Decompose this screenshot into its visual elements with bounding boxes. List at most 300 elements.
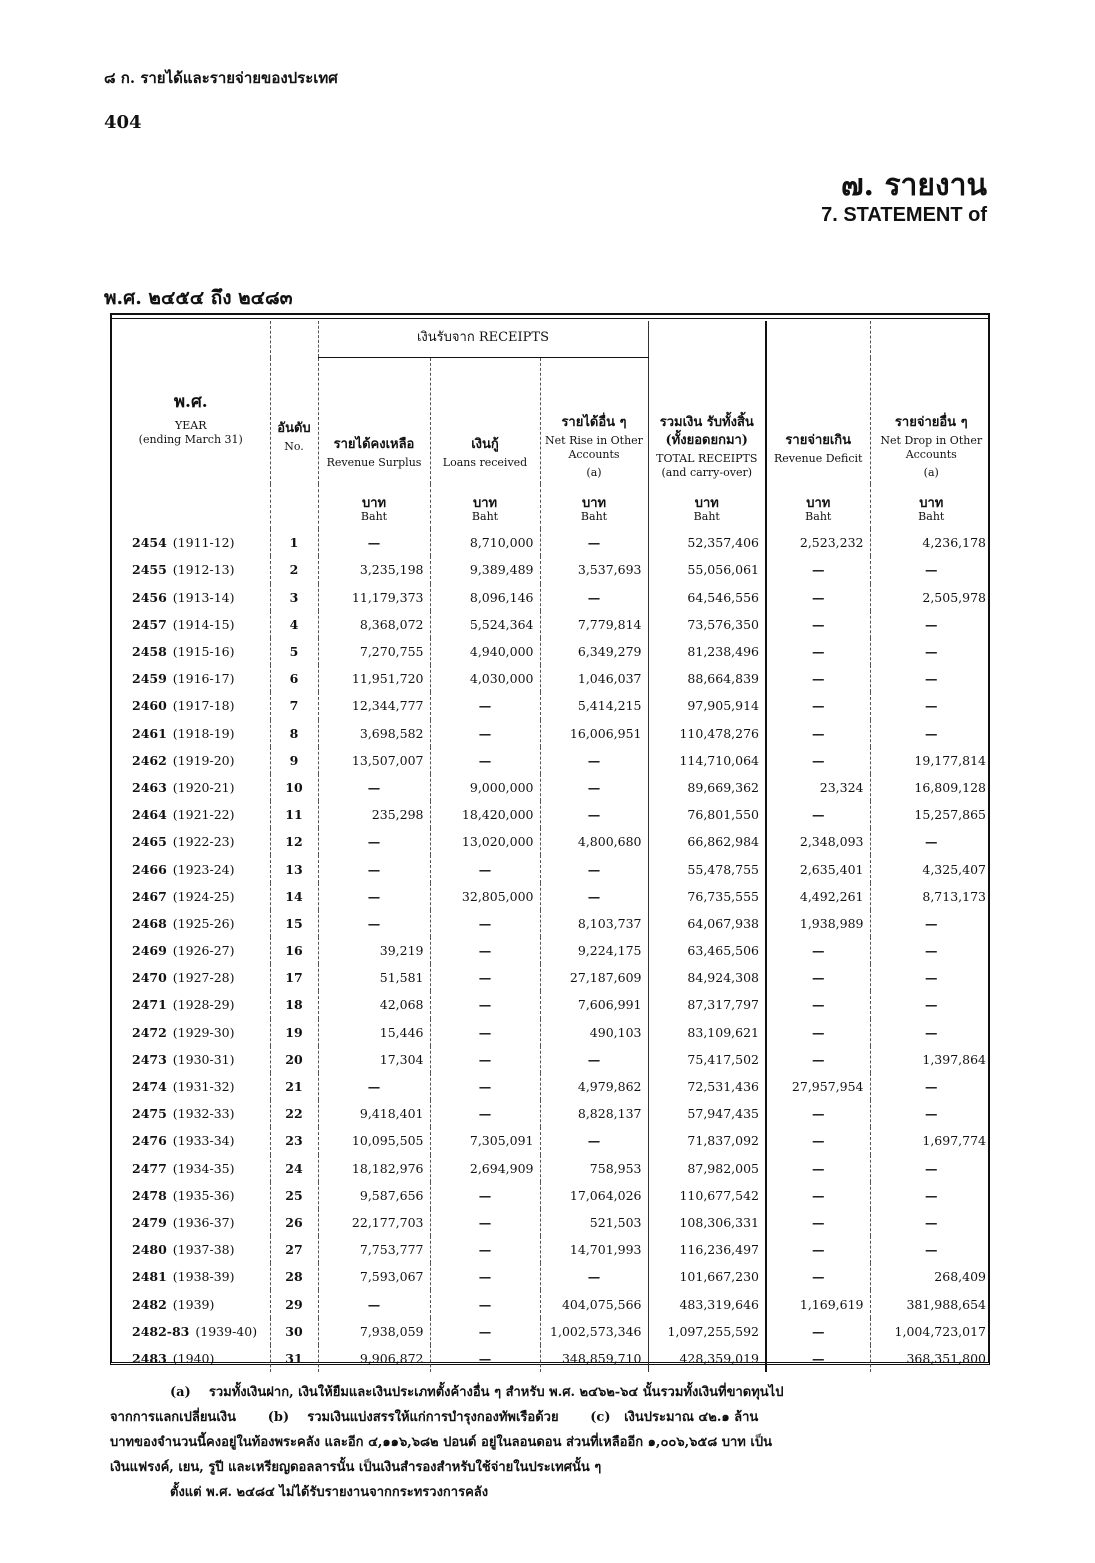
year-be: 2463 [132,779,167,795]
footnote-a [110,1380,990,1405]
no-cell: 13 [270,855,318,882]
drop-cell [870,1236,992,1263]
dash-mark: — [478,1051,492,1067]
deficit-cell [766,1046,870,1073]
revenue-cell [318,774,430,801]
footnote-b-text: รวมเงินแบ่งสรรให้แก่การบำรุงกองทัพเรือด้วย [307,1410,559,1425]
footnote-c-text: เงินประมาณ ๔๒.๑ ล้าน [624,1410,759,1425]
dash-mark: — [925,616,938,632]
other-cell: 521,503 [540,1209,648,1236]
loans-cell [430,1073,540,1100]
dash-mark: — [925,1242,938,1258]
revenue-cell: 7,938,059 [318,1318,430,1345]
table-row [112,964,992,991]
dash-mark: — [367,779,381,795]
dash-mark: — [478,725,492,741]
drop-cell [870,1100,992,1127]
dash-mark: — [812,997,825,1013]
revenue-cell: 13,507,007 [318,747,430,774]
dash-mark: — [925,915,938,931]
other-cell: 1,046,037 [540,665,648,692]
total-cell: 66,862,984 [648,828,766,855]
year-header-eng: YEAR [174,418,207,432]
receipts-group-header: เงินรับจาก RECEIPTS [318,321,648,358]
other-cell: 1,002,573,346 [540,1318,648,1345]
dash-mark: — [478,1296,492,1312]
deficit-header-thai: รายจ่ายเกิน [785,433,852,448]
deficit-cell [766,556,870,583]
year-be: 2472 [132,1024,167,1040]
year-ce: (1939-40) [195,1323,258,1339]
unit-cell [870,484,992,529]
no-cell: 18 [270,991,318,1018]
year-ce: (1927-28) [172,970,235,986]
revenue-header-eng: Revenue Surplus [326,456,422,469]
no-cell: 15 [270,910,318,937]
table-row [112,611,992,638]
deficit-cell [766,991,870,1018]
year-be: 2461 [132,725,167,741]
drop-cell: 19,177,814 [870,747,992,774]
revenue-cell [318,828,430,855]
year-ce: (1938-39) [172,1269,235,1285]
total-cell: 483,319,646 [648,1290,766,1317]
year-be: 2479 [132,1214,167,1230]
no-cell: 21 [270,1073,318,1100]
deficit-header [766,321,870,484]
loans-cell [430,1209,540,1236]
other-cell: 4,800,680 [540,828,648,855]
year-ce: (1936-37) [172,1214,235,1230]
year-ce: (1934-35) [172,1160,235,1176]
dash-mark: — [925,1024,938,1040]
year-be: 2478 [132,1187,167,1203]
table-row [112,1236,992,1263]
drop-cell [870,991,992,1018]
drop-cell: 381,988,654 [870,1290,992,1317]
table-row [112,1209,992,1236]
unit-cell [540,484,648,529]
other-cell [540,1127,648,1154]
deficit-cell: 1,169,619 [766,1290,870,1317]
dash-mark: — [925,1187,938,1203]
total-cell: 108,306,331 [648,1209,766,1236]
dash-mark: — [367,535,381,551]
dash-mark: — [812,1323,825,1339]
footnote-line-5: ตั้งแต่ พ.ศ. ๒๔๘๔ ไม่ได้รับรายงานจากกระทรวงการคลัง [170,1485,489,1500]
dash-mark: — [925,1160,938,1176]
dash-mark: — [812,807,825,823]
table-row [112,720,992,747]
unit-cell [318,484,430,529]
table-row [112,556,992,583]
deficit-cell [766,720,870,747]
table-row [112,1127,992,1154]
no-cell: 5 [270,638,318,665]
year-cell [112,1345,270,1372]
dash-mark: — [367,915,381,931]
deficit-cell: 23,324 [766,774,870,801]
deficit-cell [766,1127,870,1154]
year-ce: (1913-14) [172,589,235,605]
dash-mark: — [812,589,825,605]
no-cell: 19 [270,1019,318,1046]
year-cell [112,910,270,937]
dash-mark: — [478,1024,492,1040]
deficit-cell [766,801,870,828]
table-row [112,665,992,692]
year-ce: (1931-32) [172,1079,235,1095]
year-be: 2480 [132,1242,167,1258]
total-cell: 84,924,308 [648,964,766,991]
loans-cell: 2,694,909 [430,1155,540,1182]
year-cell [112,855,270,882]
dash-mark: — [812,752,825,768]
loans-cell: 9,389,489 [430,556,540,583]
year-ce: (1922-23) [172,834,235,850]
loans-cell [430,1046,540,1073]
other-cell: 348,859,710 [540,1345,648,1372]
deficit-cell [766,1182,870,1209]
deficit-cell [766,964,870,991]
total-cell: 55,478,755 [648,855,766,882]
dash-mark: — [925,671,938,687]
total-cell: 71,837,092 [648,1127,766,1154]
year-ce: (1921-22) [172,807,235,823]
loans-cell [430,747,540,774]
table-row [112,584,992,611]
year-cell [112,1073,270,1100]
deficit-cell: 1,938,989 [766,910,870,937]
drop-cell [870,692,992,719]
dash-mark: — [812,1242,825,1258]
no-header [270,321,318,484]
dash-mark: — [367,834,381,850]
deficit-cell [766,1209,870,1236]
table-row [112,1046,992,1073]
drop-cell: 1,004,723,017 [870,1318,992,1345]
deficit-cell: 2,523,232 [766,529,870,556]
other-cell: 16,006,951 [540,720,648,747]
running-head: ๘ ก. รายได้และรายจ่ายของประเทศ [104,69,338,87]
loans-cell: 9,000,000 [430,774,540,801]
revenue-cell: 22,177,703 [318,1209,430,1236]
revenue-cell [318,1073,430,1100]
footnote-a-text: รวมทั้งเงินฝาก, เงินให้ยืมและเงินประเภทตั้งค้างอื่น ๆ สำหรับ พ.ศ. ๒๔๖๒-๖๔ นั้นรวมทั้งเงินที่ขาดทุนไป [208,1385,784,1400]
page-number: 404 [104,112,142,133]
total-header-thai: รวมเงิน รับทั้งสิ้น [659,415,754,430]
drop-cell [870,611,992,638]
dash-mark: — [925,1106,938,1122]
revenue-cell [318,910,430,937]
revenue-cell [318,855,430,882]
year-ce: (1928-29) [172,997,235,1013]
footnote-line-4: เงินแฟรงค์, เยน, รูปี และเหรียญดอลลารนั้น เป็นเงินสำรองสำหรับใช้จ่ายในประเทศนั้น ๆ [110,1460,602,1475]
drop-cell: 1,697,774 [870,1127,992,1154]
table-row [112,828,992,855]
no-cell: 12 [270,828,318,855]
year-cell [112,801,270,828]
loans-cell: 4,940,000 [430,638,540,665]
year-cell [112,1100,270,1127]
dash-mark: — [812,1350,825,1366]
year-be: 2474 [132,1079,167,1095]
table-row [112,529,992,556]
unit-cell [648,484,766,529]
other-cell: 8,103,737 [540,910,648,937]
year-ce: (1933-34) [172,1133,235,1149]
other-cell [540,584,648,611]
dash-mark: — [925,834,938,850]
deficit-cell: 2,635,401 [766,855,870,882]
no-cell: 7 [270,692,318,719]
deficit-cell [766,1236,870,1263]
drop-cell [870,665,992,692]
year-be: 2457 [132,616,167,632]
other-cell [540,801,648,828]
year-ce: (1926-27) [172,943,235,959]
loans-cell [430,1236,540,1263]
loans-cell [430,1290,540,1317]
table-row [112,1263,992,1290]
dash-mark: — [478,1187,492,1203]
other-cell: 5,414,215 [540,692,648,719]
revenue-cell [318,883,430,910]
unit-thai: บาท [361,495,387,511]
dash-mark: — [925,644,938,660]
table-row [112,747,992,774]
loans-cell [430,1019,540,1046]
year-be: 2473 [132,1051,167,1067]
loans-cell [430,910,540,937]
year-ce: (1916-17) [172,671,235,687]
total-cell: 57,947,435 [648,1100,766,1127]
other-header-note: (a) [586,466,602,479]
total-cell: 87,317,797 [648,991,766,1018]
loans-cell: 13,020,000 [430,828,540,855]
dash-mark: — [812,1106,825,1122]
dash-mark: — [367,1296,381,1312]
footnote-b-label: (b) [267,1410,290,1425]
statement-table [112,321,992,1372]
loans-header-eng: Loans received [442,456,528,469]
unit-thai: บาท [581,495,607,511]
year-be: 2470 [132,970,167,986]
dash-mark: — [587,1269,601,1285]
total-cell: 52,357,406 [648,529,766,556]
deficit-cell [766,937,870,964]
other-cell [540,1046,648,1073]
revenue-cell: 51,581 [318,964,430,991]
other-cell: 4,979,862 [540,1073,648,1100]
no-cell: 25 [270,1182,318,1209]
year-ce: (1940) [172,1350,215,1366]
total-cell: 63,465,506 [648,937,766,964]
drop-cell [870,1155,992,1182]
dash-mark: — [812,1133,825,1149]
year-header-thai: พ.ศ. [173,391,208,412]
revenue-header-thai: รายได้คงเหลือ [333,437,415,452]
loans-cell [430,937,540,964]
dash-mark: — [925,698,938,714]
revenue-cell: 3,235,198 [318,556,430,583]
no-cell: 14 [270,883,318,910]
year-be: 2456 [132,589,167,605]
dash-mark: — [587,779,601,795]
drop-cell: 15,257,865 [870,801,992,828]
year-ce: (1932-33) [172,1106,235,1122]
dash-mark: — [478,1242,492,1258]
year-be: 2462 [132,752,167,768]
other-cell: 404,075,566 [540,1290,648,1317]
period-label: พ.ศ. ๒๔๕๔ ถึง ๒๔๘๓ [104,287,293,309]
year-be: 2475 [132,1106,167,1122]
drop-cell: 1,397,864 [870,1046,992,1073]
year-ce: (1912-13) [172,562,235,578]
other-cell: 8,828,137 [540,1100,648,1127]
deficit-cell: 27,957,954 [766,1073,870,1100]
dash-mark: — [478,970,492,986]
dash-mark: — [587,1133,601,1149]
revenue-cell: 8,368,072 [318,611,430,638]
year-cell [112,584,270,611]
revenue-cell: 235,298 [318,801,430,828]
table-row [112,774,992,801]
year-be: 2454 [132,535,167,551]
revenue-cell: 3,698,582 [318,720,430,747]
footnote-line-3: บาทของจำนวนนี้คงอยู่ในท้องพระคลัง และอีก ๔,๑๑๖,๖๘๒ ปอนด์ อยู่ในลอนดอน ส่วนที่เหลืออีก ๑,๐๐๖,๖๕๘ บาท เป็น [110,1435,772,1450]
no-cell: 26 [270,1209,318,1236]
drop-cell: 2,505,978 [870,584,992,611]
deficit-cell: 4,492,261 [766,883,870,910]
no-cell: 10 [270,774,318,801]
dash-mark: — [812,1051,825,1067]
drop-cell: 4,236,178 [870,529,992,556]
dash-mark: — [925,970,938,986]
other-cell: 3,537,693 [540,556,648,583]
year-be: 2459 [132,671,167,687]
loans-header-thai: เงินกู้ [471,437,499,452]
dash-mark: — [812,562,825,578]
year-ce: (1924-25) [172,888,235,904]
drop-cell [870,1019,992,1046]
footnote-c-label: (c) [590,1410,611,1425]
dash-mark: — [478,1106,492,1122]
table-row [112,1155,992,1182]
no-header-thai: อันดับ [277,421,311,436]
year-cell [112,720,270,747]
unit-row [112,484,992,529]
other-header-eng: Net Rise in Other Accounts [545,434,643,461]
total-header [648,321,766,484]
loans-cell [430,1182,540,1209]
drop-cell [870,910,992,937]
dash-mark: — [478,1079,492,1095]
revenue-cell: 17,304 [318,1046,430,1073]
other-cell [540,883,648,910]
drop-cell [870,1073,992,1100]
year-ce: (1923-24) [172,861,235,877]
revenue-cell: 7,270,755 [318,638,430,665]
deficit-cell [766,1318,870,1345]
no-header-eng: No. [284,440,304,453]
year-be: 2471 [132,997,167,1013]
year-cell [112,638,270,665]
year-cell [112,1046,270,1073]
table-row [112,910,992,937]
dash-mark: — [478,943,492,959]
unit-eng: Baht [471,509,499,523]
dash-mark: — [478,861,492,877]
revenue-cell: 18,182,976 [318,1155,430,1182]
unit-eng: Baht [580,509,608,523]
statement-table-frame [110,313,990,1365]
other-cell [540,774,648,801]
table-row [112,801,992,828]
footnote-a-continued: จากการแลกเปลี่ยนเงิน [110,1410,237,1425]
drop-cell [870,638,992,665]
other-cell: 758,953 [540,1155,648,1182]
revenue-cell: 7,593,067 [318,1263,430,1290]
other-cell: 27,187,609 [540,964,648,991]
year-cell [112,529,270,556]
year-cell [112,964,270,991]
year-ce: (1937-38) [172,1242,235,1258]
total-cell: 73,576,350 [648,611,766,638]
loans-cell [430,692,540,719]
revenue-cell: 12,344,777 [318,692,430,719]
deficit-cell [766,584,870,611]
other-cell: 7,779,814 [540,611,648,638]
year-be: 2482-83 [132,1323,190,1339]
dash-mark: — [587,1051,601,1067]
year-ce: (1925-26) [172,915,235,931]
no-cell: 11 [270,801,318,828]
no-cell: 2 [270,556,318,583]
year-ce: (1920-21) [172,779,235,795]
year-cell [112,556,270,583]
year-be: 2476 [132,1133,167,1149]
dash-mark: — [587,861,601,877]
no-cell: 22 [270,1100,318,1127]
total-cell: 89,669,362 [648,774,766,801]
no-cell: 9 [270,747,318,774]
table-row [112,638,992,665]
unit-cell [430,484,540,529]
total-header-sub: (and carry-over) [661,466,753,479]
loans-cell: 8,096,146 [430,584,540,611]
year-ce: (1930-31) [172,1051,235,1067]
no-cell: 27 [270,1236,318,1263]
no-cell: 24 [270,1155,318,1182]
year-cell [112,1019,270,1046]
dash-mark: — [812,644,825,660]
table-row [112,1290,992,1317]
year-ce: (1919-20) [172,752,235,768]
year-be: 2467 [132,888,167,904]
table-row [112,692,992,719]
deficit-cell: 2,348,093 [766,828,870,855]
no-cell: 28 [270,1263,318,1290]
other-cell [540,855,648,882]
total-cell: 81,238,496 [648,638,766,665]
unit-eng: Baht [918,509,945,523]
dash-mark: — [812,1160,825,1176]
year-cell [112,747,270,774]
unit-thai: บาท [472,495,498,511]
dash-mark: — [812,970,825,986]
drop-header [870,321,992,484]
